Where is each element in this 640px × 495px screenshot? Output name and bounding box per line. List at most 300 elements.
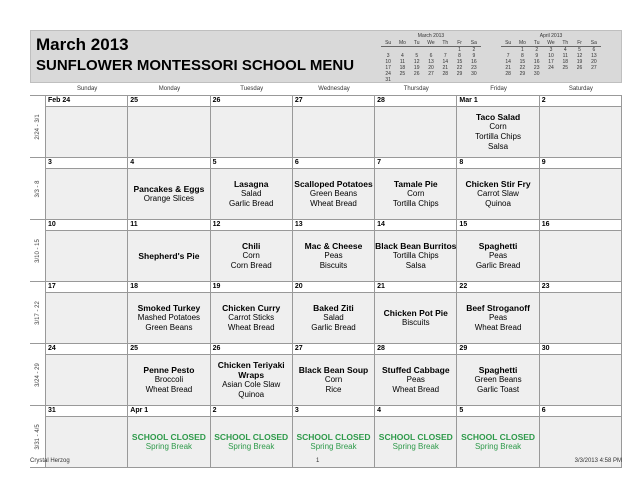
mini-day: 12	[413, 59, 420, 65]
side-dish: Corn Bread	[230, 261, 272, 270]
mini-day: 18	[562, 59, 569, 65]
day-number: 31	[46, 406, 127, 417]
mini-day: 24	[385, 71, 391, 77]
week-label-spacer	[30, 84, 46, 95]
side-dish: Green Beans	[145, 323, 193, 332]
day-number: 11	[128, 220, 209, 231]
menu-body	[211, 169, 292, 219]
main-dish: Penne Pesto	[143, 365, 195, 375]
week-label: 3/17 - 22	[34, 300, 41, 325]
day-header: Tuesday	[240, 86, 264, 92]
mini-day: 27	[591, 65, 597, 71]
day-header: Monday	[158, 86, 181, 92]
mini-day: 27	[428, 71, 434, 77]
menu-body	[457, 107, 538, 157]
day-number: 25	[128, 96, 209, 107]
side-dish: Wheat Bread	[145, 385, 193, 394]
day-header: Friday	[490, 86, 507, 92]
day-cell	[375, 282, 457, 343]
mini-dow-label: Mo	[518, 40, 526, 46]
day-cell	[46, 158, 128, 219]
week-label-cell	[30, 344, 46, 405]
main-dish: Black Bean Soup	[298, 365, 369, 375]
mini-day: 23	[533, 65, 540, 71]
main-dish: Spaghetti	[478, 241, 518, 251]
week-label-cell	[30, 282, 46, 343]
mini-day: 12	[576, 53, 583, 59]
side-dish: Salsa	[488, 142, 509, 151]
day-number: 7	[375, 158, 456, 169]
side-dish: Corn	[407, 189, 425, 198]
side-dish: Garlic Bread	[311, 323, 356, 332]
day-header: Wednesday	[318, 86, 350, 92]
day-number: 19	[211, 282, 292, 293]
day-number: 14	[375, 220, 456, 231]
menu-body	[540, 293, 621, 343]
side-dish: Garlic Toast	[477, 385, 520, 394]
closed-reason: Spring Break	[392, 442, 439, 451]
side-dish: Quinoa	[238, 390, 265, 399]
mini-day: 9	[535, 53, 539, 59]
mini-day: 3	[549, 47, 553, 53]
side-dish: Corn	[242, 251, 260, 260]
week-row	[30, 344, 622, 406]
side-dish: Peas	[488, 313, 508, 322]
side-dish: Green Beans	[309, 189, 358, 198]
day-number: 27	[293, 344, 374, 355]
day-cell	[457, 282, 539, 343]
week-row	[30, 406, 622, 468]
menu-body	[46, 107, 127, 157]
week-row	[30, 282, 622, 344]
day-number: 16	[540, 220, 621, 231]
menu-body	[128, 169, 209, 219]
closed-reason: Spring Break	[310, 442, 357, 451]
mini-day: 23	[471, 65, 477, 71]
school-title: SUNFLOWER MONTESSORI SCHOOL MENU	[36, 57, 355, 74]
mini-dow-label: Fr	[457, 40, 462, 46]
side-dish: Biscuits	[402, 318, 430, 327]
menu-body	[211, 417, 292, 467]
side-dish: Carrot Slaw	[477, 189, 519, 198]
side-dish: Green Beans	[474, 375, 522, 384]
mini-dow-label: Th	[442, 40, 449, 46]
menu-body	[375, 417, 456, 467]
day-cell	[375, 406, 457, 467]
mini-day: 9	[472, 53, 476, 59]
day-cell	[293, 158, 375, 219]
day-number: 5	[211, 158, 292, 169]
footer-page: 1	[316, 458, 320, 464]
mini-day: 6	[429, 53, 433, 59]
mini-day: 18	[399, 65, 406, 71]
day-number: 20	[293, 282, 374, 293]
mini-day: 21	[505, 65, 511, 71]
day-cell	[293, 282, 375, 343]
menu-body	[540, 107, 621, 157]
menu-body	[46, 355, 127, 405]
day-number: 26	[211, 96, 292, 107]
day-cell	[457, 220, 539, 281]
day-cell	[211, 158, 293, 219]
mini-day: 6	[592, 47, 596, 53]
menu-body	[540, 169, 621, 219]
mini-day: 28	[442, 71, 449, 77]
main-dish: Scalloped Potatoes	[294, 179, 373, 189]
mini-day: 1	[458, 47, 461, 53]
menu-body	[128, 417, 209, 467]
mini-day: 30	[533, 71, 540, 77]
mini-day: 5	[415, 53, 419, 59]
menu-body	[375, 293, 456, 343]
mini-day: 2	[535, 47, 539, 53]
day-cell	[540, 96, 622, 157]
mini-day: 15	[519, 59, 526, 65]
week-label: 3/24 - 29	[34, 362, 41, 387]
closed-notice: SCHOOL CLOSED	[131, 432, 206, 442]
mini-day: 13	[428, 59, 434, 65]
mini-calendar-march	[381, 33, 481, 83]
mini-dow-label: Tu	[413, 40, 420, 46]
mini-day: 25	[399, 71, 406, 77]
menu-body	[457, 355, 538, 405]
menu-body	[211, 355, 292, 405]
main-dish: Baked Ziti	[313, 303, 354, 313]
day-cell	[375, 96, 457, 157]
week-row	[30, 220, 622, 282]
mini-day: 16	[533, 59, 540, 65]
main-dish: Shepherd's Pie	[138, 251, 200, 261]
menu-body	[128, 355, 209, 405]
day-header: Sunday	[76, 86, 98, 92]
day-number: 23	[540, 282, 621, 293]
side-dish: Salsa	[405, 261, 426, 270]
menu-body	[128, 231, 209, 281]
mini-dow-label: We	[547, 40, 555, 46]
main-dish: Stuffed Cabbage	[382, 365, 450, 375]
mini-day: 30	[471, 71, 477, 77]
menu-body	[46, 231, 127, 281]
mini-day: 14	[505, 59, 511, 65]
day-cell	[293, 220, 375, 281]
mini-dow-label: Fr	[577, 40, 582, 46]
day-number: 2	[540, 96, 621, 107]
day-number: 29	[457, 344, 538, 355]
menu-body	[457, 293, 538, 343]
week-label-cell	[30, 220, 46, 281]
day-cell	[457, 344, 539, 405]
side-dish: Quinoa	[485, 199, 511, 208]
closed-reason: Spring Break	[474, 442, 522, 451]
day-cell	[211, 282, 293, 343]
menu-body	[293, 355, 374, 405]
mini-day: 15	[456, 59, 463, 65]
menu-body	[540, 355, 621, 405]
side-dish: Tortilla Chips	[392, 199, 439, 208]
mini-day: 13	[591, 53, 597, 59]
mini-day: 26	[576, 65, 583, 71]
day-cell	[375, 344, 457, 405]
main-dish: Chicken Stir Fry	[465, 179, 531, 189]
header-panel	[30, 30, 622, 83]
day-number: Mar 1	[457, 96, 538, 107]
menu-body	[46, 169, 127, 219]
mini-day: 16	[471, 59, 477, 65]
main-dish: Spaghetti	[478, 365, 518, 375]
day-cell	[457, 158, 539, 219]
day-number: Feb 24	[46, 96, 127, 107]
mini-day: 17	[385, 65, 391, 71]
closed-reason: Spring Break	[145, 442, 193, 451]
week-label: 3/31 - 4/5	[34, 423, 41, 450]
mini-day: 4	[563, 47, 567, 53]
main-dish: Beef Stroganoff	[466, 303, 530, 313]
day-cell	[375, 220, 457, 281]
main-dish: Chili	[241, 241, 261, 251]
side-dish: Peas	[488, 251, 508, 260]
mini-dow-label: Su	[385, 40, 392, 46]
day-number: 6	[293, 158, 374, 169]
day-cell	[211, 406, 293, 467]
side-dish: Corn	[324, 375, 343, 384]
day-cell	[293, 96, 375, 157]
day-cell	[211, 344, 293, 405]
menu-body	[457, 417, 538, 467]
mini-day: 5	[578, 47, 581, 53]
day-cell	[46, 344, 128, 405]
menu-body	[211, 107, 292, 157]
day-number: 4	[128, 158, 209, 169]
mini-dow-label: We	[427, 40, 435, 46]
side-dish: Garlic Bread	[475, 261, 521, 270]
menu-body	[375, 231, 456, 281]
main-dish: Chicken Pot Pie	[383, 308, 448, 318]
day-number: 24	[46, 344, 127, 355]
menu-body	[293, 417, 374, 467]
day-cell	[211, 96, 293, 157]
mini-calendar-april	[501, 33, 601, 77]
mini-day: 7	[506, 53, 510, 59]
day-header-row	[30, 84, 622, 96]
day-number: 3	[46, 158, 127, 169]
side-dish: Garlic Bread	[228, 199, 274, 208]
day-number: 28	[375, 344, 456, 355]
week-label: 3/10 - 15	[34, 238, 41, 263]
day-cell	[128, 220, 210, 281]
main-dish: Lasagna	[233, 179, 269, 189]
menu-body	[540, 231, 621, 281]
week-row	[30, 158, 622, 220]
day-number: 10	[46, 220, 127, 231]
day-number: 15	[457, 220, 538, 231]
mini-day: 22	[456, 65, 463, 71]
main-dish: Chicken Curry	[222, 303, 281, 313]
mini-day: 20	[591, 59, 597, 65]
week-label: 2/24 - 3/1	[34, 113, 41, 140]
day-number: 27	[293, 96, 374, 107]
mini-day: 22	[519, 65, 526, 71]
menu-body	[293, 231, 374, 281]
day-cell	[457, 406, 539, 467]
mini-dow-label: Sa	[470, 40, 477, 46]
day-cell	[293, 344, 375, 405]
mini-day: 19	[413, 65, 420, 71]
side-dish: Broccoli	[154, 375, 184, 384]
mini-day: 2	[472, 47, 476, 53]
mini-day: 4	[401, 53, 404, 59]
day-number: 5	[457, 406, 538, 417]
side-dish: Mashed Potatoes	[137, 313, 201, 322]
day-cell	[46, 220, 128, 281]
day-cell	[540, 282, 622, 343]
mini-day: 19	[576, 59, 583, 65]
mini-dow-label: Tu	[533, 40, 540, 46]
side-dish: Wheat Bread	[310, 199, 357, 208]
day-number: Apr 1	[128, 406, 209, 417]
side-dish: Wheat Bread	[392, 385, 440, 394]
menu-body	[211, 231, 292, 281]
menu-body	[293, 169, 374, 219]
side-dish: Biscuits	[319, 261, 348, 270]
main-dish: Mac & Cheese	[304, 241, 363, 251]
mini-day: 28	[505, 71, 511, 77]
menu-body	[375, 107, 456, 157]
closed-notice: SCHOOL CLOSED	[296, 432, 371, 442]
mini-day: 11	[562, 53, 568, 59]
day-header: Saturday	[568, 86, 593, 92]
side-dish: Wheat Bread	[474, 323, 522, 332]
day-cell	[128, 344, 210, 405]
day-cell	[128, 282, 210, 343]
main-dish: Taco Salad	[475, 112, 521, 122]
menu-body	[46, 293, 127, 343]
side-dish: Peas	[324, 251, 343, 260]
day-number: 2	[211, 406, 292, 417]
day-cell	[375, 158, 457, 219]
day-header: Thursday	[403, 86, 429, 92]
side-dish: Corn	[489, 122, 507, 131]
day-cell	[128, 96, 210, 157]
mini-dow-label: Sa	[590, 40, 597, 46]
day-cell	[540, 158, 622, 219]
mini-dow-label: Th	[562, 40, 569, 46]
calendar-grid	[30, 84, 622, 468]
mini-day: 14	[442, 59, 449, 65]
week-label-cell	[30, 158, 46, 219]
day-number: 3	[293, 406, 374, 417]
closed-notice: SCHOOL CLOSED	[461, 432, 536, 442]
day-cell	[457, 96, 539, 157]
side-dish: Wheat Bread	[227, 323, 275, 332]
side-dish: Salad	[240, 189, 262, 198]
day-cell	[540, 220, 622, 281]
day-cell	[211, 220, 293, 281]
day-number: 25	[128, 344, 209, 355]
day-cell	[46, 96, 128, 157]
menu-body	[293, 107, 374, 157]
week-label: 3/3 - 8	[34, 179, 41, 198]
menu-body	[375, 169, 456, 219]
side-dish: Tortilla Chips	[392, 251, 439, 260]
mini-day: 7	[443, 53, 447, 59]
week-row	[30, 96, 622, 158]
side-dish: Peas	[406, 375, 425, 384]
main-dish: Black Bean Burritos	[375, 241, 457, 251]
main-dish: Pancakes & Eggs	[133, 184, 205, 194]
footer-author: Crystal Herzog	[30, 458, 70, 464]
day-number: 6	[540, 406, 621, 417]
main-dish: Smoked Turkey	[137, 303, 201, 313]
day-number: 22	[457, 282, 538, 293]
mini-day: 8	[521, 53, 524, 59]
day-cell	[128, 406, 210, 467]
menu-body	[128, 107, 209, 157]
week-label-cell	[30, 96, 46, 157]
menu-body	[375, 355, 456, 405]
day-cell	[128, 158, 210, 219]
closed-reason: Spring Break	[228, 442, 275, 451]
day-number: 9	[540, 158, 621, 169]
day-cell	[46, 282, 128, 343]
side-dish: Rice	[325, 385, 342, 394]
side-dish: Salad	[323, 313, 344, 322]
day-number: 13	[293, 220, 374, 231]
day-number: 26	[211, 344, 292, 355]
mini-day: 31	[385, 77, 391, 83]
main-dish: Tamale Pie	[393, 179, 438, 189]
mini-day: 10	[548, 53, 554, 59]
mini-day: 21	[442, 65, 449, 71]
side-dish: Tortilla Chips	[475, 132, 521, 141]
mini-day: 3	[386, 53, 390, 59]
main-dish: Chicken Teriyaki Wraps	[217, 360, 285, 380]
day-number: 8	[457, 158, 538, 169]
mini-dow-label: Mo	[398, 40, 406, 46]
mini-calendar-title: April 2013	[539, 33, 563, 39]
closed-notice: SCHOOL CLOSED	[378, 432, 453, 442]
menu-body	[457, 169, 538, 219]
mini-day: 8	[458, 53, 461, 59]
side-dish: Carrot Sticks	[228, 313, 275, 322]
day-number: 12	[211, 220, 292, 231]
mini-dow-label: Su	[505, 40, 512, 46]
footer-printed: 3/3/2013 4:58 PM	[574, 458, 622, 464]
mini-day: 29	[456, 71, 463, 77]
day-cell	[540, 344, 622, 405]
day-number: 18	[128, 282, 209, 293]
mini-day: 1	[521, 47, 524, 53]
menu-body	[211, 293, 292, 343]
month-title: March 2013	[36, 35, 129, 54]
mini-day: 29	[519, 71, 526, 77]
mini-day: 17	[548, 59, 554, 65]
menu-body	[128, 293, 209, 343]
day-number: 4	[375, 406, 456, 417]
side-dish: Asian Cole Slaw	[222, 380, 281, 389]
mini-calendar-title: March 2013	[417, 33, 445, 39]
day-number: 30	[540, 344, 621, 355]
mini-day: 11	[399, 59, 406, 65]
day-number: 17	[46, 282, 127, 293]
mini-day: 10	[385, 59, 391, 65]
day-number: 28	[375, 96, 456, 107]
menu-body	[457, 231, 538, 281]
side-dish: Orange Slices	[143, 194, 195, 203]
menu-body	[293, 293, 374, 343]
day-cell	[293, 406, 375, 467]
mini-day: 20	[428, 65, 434, 71]
mini-day: 24	[548, 65, 554, 71]
